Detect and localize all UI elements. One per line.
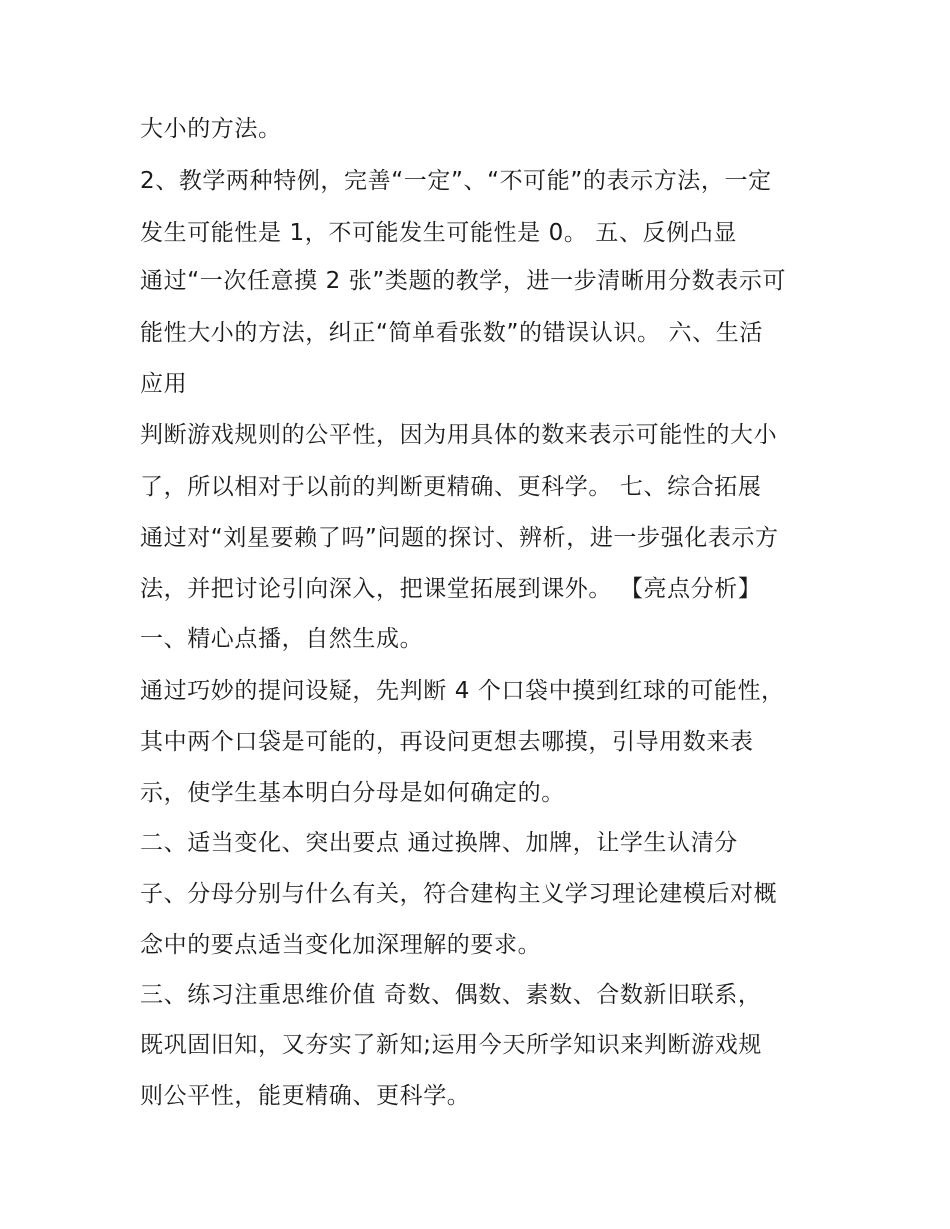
text-line: 示，使学生基本明白分母是如何确定的。	[140, 780, 565, 806]
text-line: 则公平性，能更精确、更科学。	[140, 1083, 471, 1109]
text-line: 应用	[140, 371, 188, 397]
text-line: 法，并把讨论引向深入，把课堂拓展到课外。 【亮点分析】	[140, 576, 762, 602]
text-line: 通过对“刘星要赖了吗”问题的探讨、辨析，进一步强化表示方	[140, 525, 779, 551]
text-line: 既巩固旧知，又夯实了新知;运用今天所学知识来判断游戏规	[140, 1032, 762, 1058]
text-line: 子、分母分别与什么有关，符合建构主义学习理论建模后对概	[140, 881, 778, 907]
text-line: 其中两个口袋是可能的，再设问更想去哪摸，引导用数来表	[140, 729, 754, 755]
text-line: 了，所以相对于以前的判断更精确、更科学。 七、综合拓展	[140, 474, 762, 500]
text-line: 通过“一次任意摸 2 张”类题的教学，进一步清晰用分数表示可	[140, 268, 787, 294]
text-line: 大小的方法。	[140, 116, 282, 142]
text-line: 判断游戏规则的公平性，因为用具体的数来表示可能性的大小	[140, 422, 778, 448]
text-line: 二、适当变化、突出要点 通过换牌、加牌，让学生认清分	[140, 830, 738, 856]
text-line: 一、精心点播，自然生成。	[140, 626, 424, 652]
text-line: 发生可能性是 1，不可能发生可能性是 0。 五、反例凸显	[140, 220, 737, 246]
text-line: 2、教学两种特例，完善“一定”、“不可能”的表示方法，一定	[140, 168, 772, 194]
text-line: 念中的要点适当变化加深理解的要求。	[140, 932, 542, 958]
text-line: 三、练习注重思维价值 奇数、偶数、素数、合数新旧联系，	[140, 982, 762, 1008]
text-line: 能性大小的方法，纠正“简单看张数”的错误认识。 六、生活	[140, 320, 763, 346]
text-line: 通过巧妙的提问设疑，先判断 4 个口袋中摸到红球的可能性，	[140, 678, 785, 704]
